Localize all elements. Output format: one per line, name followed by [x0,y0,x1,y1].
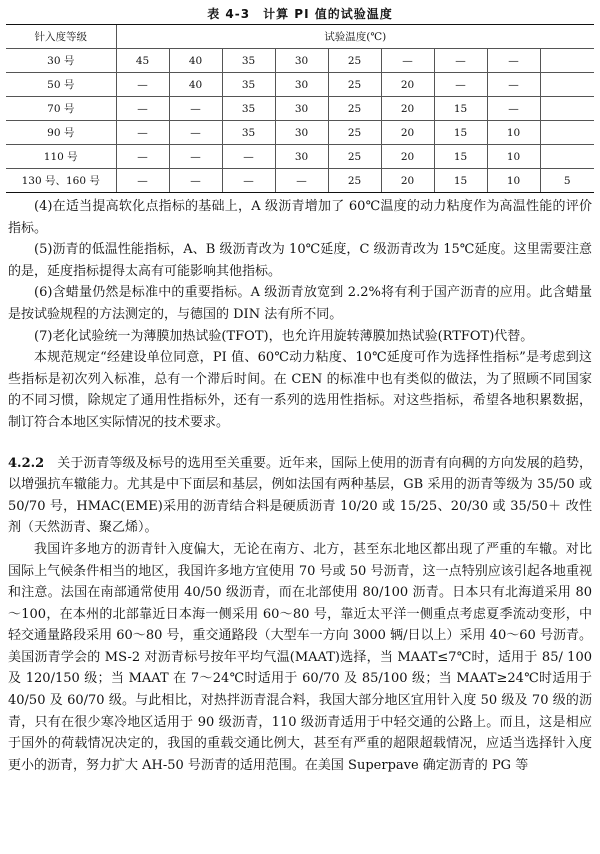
row-grade: 110 号 [6,145,116,169]
temp-cell: — [116,97,169,121]
header-temperature: 试验温度(℃) [116,25,594,49]
temp-cell: — [116,73,169,97]
temp-cell: 35 [222,121,275,145]
temp-cell: — [487,73,540,97]
paragraph: 我国许多地方的沥青针入度偏大，无论在南方、北方，甚至东北地区都出现了严重的车辙。对比国际上气候条件相当的地区，我国许多地方宜使用 70 号或 50 号沥青，这一点特别应该引起各地重视和注意。法国在南部通常使用 40/50 级沥青，而在北部使用 80/100 沥青。日本只有北海道采用 80～100，在本州的北部靠近日本海一侧采用 60～80 号，靠近太平洋一侧重点考虑夏季流动变形，中轻交通量路段采用 60～80 号，重交通路段（大型车一方向 3000 辆/日以上）采用 40～60 号沥青。美国沥青学会的 MS-2 对沥青标号按年平均气温(MAAT)选择，当 MAAT≤7℃时，适用于 85/ 100 及 120/150 级；当 MAAT 在 7～24℃时适用于 60/70 及 85/100 级；当 MAAT≥24℃时适用于 40/50 及 60/70 级。与此相比，对热拌沥青混合料，我国大部分地区宜用针入度 50 级及 70 级的沥青，只有在很少寒冷地区适用于 90 级沥青，110 级沥青适用于中轻交通的公路上。而且，这是相应于国外的荷载情况决定的，我国的重载交通比例大，甚至有严重的超限超载情况，应适当选择针入度更小的沥青，努力扩大 AH-50 号沥青的适用范围。在美国 Superpave 确定沥青的 PG 等 [8,541,592,773]
section-number: 4.2.2 [8,455,45,471]
temp-cell: — [434,49,487,73]
temp-cell: 40 [169,73,222,97]
table-row [6,145,594,169]
temp-cell: 10 [487,169,540,193]
temp-cell: 10 [487,121,540,145]
test-temperature-table [6,24,594,193]
temp-cell: 15 [434,97,487,121]
temp-cell: 30 [275,121,328,145]
temp-cell: 20 [381,169,434,193]
temp-cell: 40 [169,49,222,73]
temp-cell: 15 [434,145,487,169]
table-row [6,49,594,73]
paragraph: 本规范规定“经建设单位同意，PI 值、60℃动力粘度、10℃延度可作为选择性指标”是考虑到这些指标是初次列入标准，总有一个滞后时间。在 CEN 的标准中也有类似的做法，为了照顾不同国家的不同习惯，除规定了通用性指标外，还有一系列的选用性指标。对这些指标，希望各地积累数据，制订符合本地区实际情况的技术要求。 [8,350,592,430]
temp-cell: 25 [328,49,381,73]
table-row [6,169,594,193]
header-grade: 针入度等级 [6,25,116,49]
temp-cell: 25 [328,73,381,97]
temp-cell: 10 [487,145,540,169]
temp-cell: — [222,145,275,169]
temp-cell [540,145,594,169]
temp-cell: — [275,169,328,193]
temp-cell: 25 [328,169,381,193]
temp-cell: — [169,145,222,169]
temp-cell: 25 [328,97,381,121]
temp-cell: — [487,97,540,121]
temp-cell: 20 [381,121,434,145]
temp-cell: — [434,73,487,97]
temp-cell: 30 [275,49,328,73]
table-row [6,121,594,145]
temp-cell: — [116,169,169,193]
body-text [8,196,592,776]
table-title: 表 4-3 计算 PI 值的试验温度 [207,7,393,21]
temp-cell: — [487,49,540,73]
row-grade: 130 号、160 号 [6,169,116,193]
table-header-row [6,25,594,49]
temp-cell: 15 [434,169,487,193]
temp-cell: 30 [275,145,328,169]
temp-cell [540,49,594,73]
paragraph: (4)在适当提高软化点指标的基础上，A 级沥青增加了 60℃温度的动力粘度作为高温性能的评价指标。 [8,199,592,236]
temp-cell: — [169,121,222,145]
temp-cell: — [381,49,434,73]
temp-cell: 25 [328,121,381,145]
paragraph: (5)沥青的低温性能指标，A、B 级沥青改为 10℃延度，C 级沥青改为 15℃延度。这里需要注意的是，延度指标提得太高有可能影响其他指标。 [8,242,592,279]
temp-cell: 20 [381,97,434,121]
temp-cell: 35 [222,73,275,97]
temp-cell: 20 [381,145,434,169]
temp-cell: 35 [222,97,275,121]
table-row [6,73,594,97]
temp-cell [540,121,594,145]
temp-cell: 30 [275,97,328,121]
table-row [6,97,594,121]
paragraph: (7)老化试验统一为薄膜加热试验(TFOT)，也允许用旋转薄膜加热试验(RTFOT)代替。 [34,328,534,344]
section-text: 关于沥青等级及标号的选用至关重要。近年来，国际上使用的沥青有向稠的方向发展的趋势，以增强抗车辙能力。尤其是中下面层和基层，例如法国有两种基层，GB 采用的沥青等级为 35/50 或 50/70 号，HMAC(EME)采用的沥青结合料是硬质沥青 10/20 或 15/25、20/30 或 35/50＋ 改性剂（天然沥青、聚乙烯）。 [8,455,592,536]
temp-cell: — [169,169,222,193]
paragraph: (6)含蜡量仍然是标准中的重要指标。A 级沥青放宽到 2.2%将有利于国产沥青的应用。此含蜡量是按试验规程的方法测定的，与德国的 DIN 法有所不同。 [8,285,592,322]
row-grade: 30 号 [6,49,116,73]
temp-cell [540,97,594,121]
row-grade: 50 号 [6,73,116,97]
temp-cell: — [222,169,275,193]
temp-cell: 45 [116,49,169,73]
temp-cell: 15 [434,121,487,145]
row-grade: 70 号 [6,97,116,121]
temp-cell: — [116,145,169,169]
temp-cell: 25 [328,145,381,169]
temp-cell: 20 [381,73,434,97]
temp-cell: — [116,121,169,145]
section-paragraph [8,453,592,539]
temp-cell: — [169,97,222,121]
temp-cell: 5 [540,169,594,193]
temp-cell: 35 [222,49,275,73]
temp-cell: 30 [275,73,328,97]
row-grade: 90 号 [6,121,116,145]
temp-cell [540,73,594,97]
